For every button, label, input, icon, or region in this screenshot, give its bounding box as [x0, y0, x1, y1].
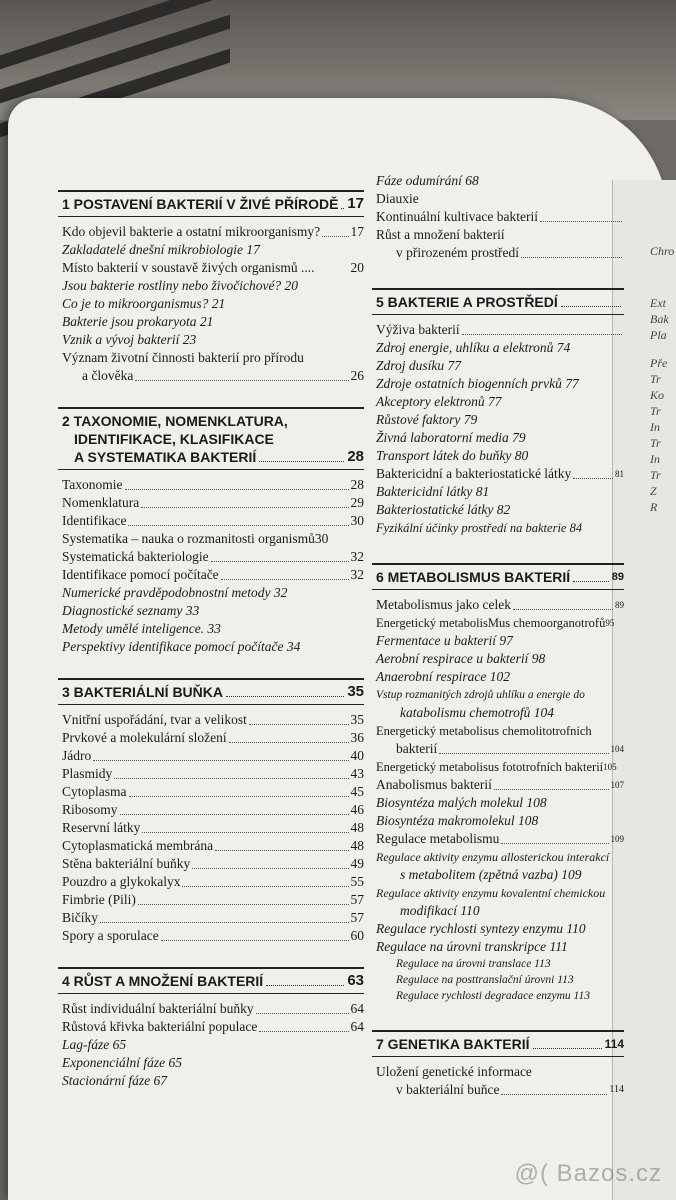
toc-subentry: Numerické pravděpodobnostní metody 32 [62, 585, 288, 600]
toc-entry: Uložení genetické informace [376, 1064, 532, 1079]
chapter-page: 35 [347, 683, 364, 700]
chapter-title: 6 METABOLISMUS BAKTERIÍ [376, 569, 571, 585]
toc-entry: Energetický metabolisMus chemoorganotrofů 95 [376, 616, 615, 630]
leader-dots [259, 461, 344, 462]
toc-subentry: Zdroj energie, uhlíku a elektronů 74 [376, 340, 571, 355]
toc-subentry: Exponenciální fáze 65 [62, 1055, 182, 1070]
toc-entry: Růst individuální bakteriální buňky 64 [62, 1001, 364, 1016]
toc-subentry: Jsou bakterie rostliny nebo živočichové? 20 [62, 278, 299, 293]
toc-entry: Růst a množení bakterií [376, 227, 505, 242]
toc-entry: Kontinuální kultivace bakterií [372, 208, 624, 226]
toc-entry: Reservní látky 48 [62, 820, 364, 835]
chapter-page: 114 [604, 1037, 624, 1051]
toc-entry: Cytoplasmatická membrána 48 [62, 838, 364, 853]
toc-subentry: Lag-fáze 65 [62, 1037, 127, 1052]
toc-entry: Nomenklatura 29 [62, 495, 364, 510]
toc-subentry: Fyzikální účinky prostředí na bakterie 84 [376, 521, 583, 535]
leader-dots [226, 696, 344, 697]
toc-entry: Pouzdro a glykokalyx 55 [62, 874, 364, 889]
toc-subentry: Biosyntéza malých molekul 108 [376, 795, 547, 810]
toc-entry: Systematika – nauka o rozmanitosti organismů 30 [62, 531, 329, 546]
toc-subentry: Metody umělé inteligence. 33 [62, 621, 221, 636]
toc-subentry: katabolismu chemotrofů 104 [400, 705, 554, 720]
leader-dots [573, 581, 609, 582]
toc-entry: Bičíky 57 [62, 910, 364, 925]
toc-subsubentry: Regulace rychlosti degradace enzymu 113 [396, 990, 590, 1002]
toc-subentry: Biosyntéza makromolekul 108 [376, 813, 539, 828]
chapter-6-heading [372, 563, 624, 590]
toc-entry: Identifikace pomocí počítače 32 [62, 567, 364, 582]
toc-subentry: s metabolitem (zpětná vazba) 109 [400, 867, 582, 882]
toc-subentry: Vznik a vývoj bakterií 23 [62, 332, 197, 347]
edge-fragment: Pla [650, 328, 667, 342]
chapter-page: 89 [611, 571, 624, 583]
toc-subentry: Růstové faktory 79 [376, 412, 478, 427]
chapter-page: 17 [347, 195, 364, 212]
edge-fragment: Z [650, 484, 657, 498]
toc-subsubentry: Regulace na úrovni translace 113 [396, 958, 551, 970]
edge-fragment: Ext [650, 296, 666, 310]
chapter-1-heading [58, 190, 364, 217]
toc-entry: Spory a sporulace 60 [62, 928, 364, 943]
leader-dots [533, 1048, 602, 1049]
toc-entry: Výživa bakterií [372, 321, 624, 339]
chapter-title-line: A SYSTEMATIKA BAKTERIÍ [74, 449, 257, 465]
toc-entry: Místo bakterií v soustavě živých organismů .... 20 [62, 260, 364, 275]
leader-dots [341, 208, 344, 209]
toc-entry: Vnitřní uspořádání, tvar a velikost 35 [62, 712, 364, 727]
edge-fragment: Tr [650, 404, 661, 418]
toc-entry: Anabolismus bakterií 107 [376, 777, 624, 792]
toc-entry: Význam životní činnosti bakterií pro přírodu [62, 350, 304, 365]
toc-entry: Diauxie [376, 191, 419, 206]
toc-entry: Fimbrie (Pili) 57 [62, 892, 364, 907]
chapter-3-heading [58, 678, 364, 705]
chapter-title: 1 POSTAVENÍ BAKTERIÍ V ŽIVÉ PŘÍRODĚ [62, 196, 339, 212]
toc-entry: Systematická bakteriologie 32 [62, 549, 364, 564]
toc-entry: bakterií 104 [396, 741, 624, 756]
toc-subentry: Akceptory elektronů 77 [376, 394, 502, 409]
toc-subentry: Regulace aktivity enzymu allosterickou interakcí [376, 850, 610, 864]
chapter-title: 5 BAKTERIE A PROSTŘEDÍ [376, 294, 558, 310]
edge-fragment: Pře [650, 356, 668, 370]
chapter-4-heading [58, 967, 364, 994]
toc-subentry: Diagnostické seznamy 33 [62, 603, 200, 618]
toc-entry: Energetický metabolisus chemolitotrofních [376, 724, 592, 738]
toc-entry: Prvkové a molekulární složení 36 [62, 730, 364, 745]
toc-entry: Baktericidní a bakteriostatické látky 81 [376, 466, 624, 481]
toc-entry: Metabolismus jako celek 89 [376, 597, 624, 612]
chapter-page: 63 [347, 972, 364, 989]
edge-fragment: Tr [650, 436, 661, 450]
toc-entry: Jádro 40 [62, 748, 364, 763]
chapter-5-heading [372, 288, 624, 315]
toc-right-column [372, 172, 624, 1099]
toc-subentry: Regulace rychlosti syntezy enzymu 110 [376, 921, 586, 936]
toc-entry: Stěna bakteriální buňky 49 [62, 856, 364, 871]
chapter-title: 7 GENETIKA BAKTERIÍ [376, 1036, 530, 1052]
toc-subentry: Fáze odumírání 68 [376, 173, 479, 188]
toc-entry: Plasmidy 43 [62, 766, 364, 781]
edge-fragment: In [650, 420, 660, 434]
toc-subentry: Zdroj dusíku 77 [376, 358, 462, 373]
chapter-title-line: IDENTIFIKACE, KLASIFIKACE [74, 431, 274, 447]
toc-subentry: Aerobní respirace u bakterií 98 [376, 651, 546, 666]
toc-subentry: modifikací 110 [400, 903, 480, 918]
toc-entry: Kdo objevil bakterie a ostatní mikroorganismy? 17 [62, 224, 364, 239]
toc-subentry: Vstup rozmanitých zdrojů uhlíku a energie do [376, 689, 585, 701]
edge-fragment: R [650, 500, 658, 514]
toc-left-column [58, 178, 364, 1090]
chapter-title: 3 BAKTERIÁLNÍ BUŇKA [62, 684, 223, 700]
toc-subentry: Bakterie jsou prokaryota 21 [62, 314, 214, 329]
edge-fragment: Chro [650, 244, 675, 258]
leader-dots [561, 306, 621, 307]
toc-entry: Identifikace 30 [62, 513, 364, 528]
toc-entry: v přirozeném prostředí [372, 244, 624, 262]
toc-subentry: Transport látek do buňky 80 [376, 448, 529, 463]
toc-subentry: Co je to mikroorganismus? 21 [62, 296, 226, 311]
chapter-title: 4 RŮST A MNOŽENÍ BAKTERIÍ [62, 973, 264, 989]
edge-fragment: Ko [650, 388, 665, 402]
edge-fragment: Tr [650, 372, 661, 386]
toc-subentry: Regulace na úrovni transkripce 111 [376, 939, 568, 954]
watermark: @( Bazos.cz [514, 1160, 662, 1187]
toc-subentry: Baktericidní látky 81 [376, 484, 490, 499]
toc-entry: Regulace metabolismu 109 [376, 831, 624, 846]
toc-subentry: Regulace aktivity enzymu kovalentní chemickou [376, 886, 606, 900]
toc-subsubentry: Regulace na posttranslační úrovni 113 [396, 974, 574, 986]
toc-subentry: Perspektivy identifikace pomocí počítače 34 [62, 639, 301, 654]
leader-dots [266, 985, 344, 986]
edge-fragment: In [650, 452, 660, 466]
toc-subentry: Anaerobní respirace 102 [376, 669, 510, 684]
chapter-7-heading [372, 1030, 624, 1057]
toc-entry: a člověka 26 [82, 368, 364, 383]
toc-subentry: Zakladatelé dnešní mikrobiologie 17 [62, 242, 260, 257]
chapter-title-line: 2 TAXONOMIE, NOMENKLATURA, [62, 413, 288, 429]
toc-entry: Cytoplasma 45 [62, 784, 364, 799]
toc-subentry: Fermentace u bakterií 97 [376, 633, 513, 648]
edge-fragment: Bak [650, 312, 669, 326]
toc-entry: v bakteriální buňce 114 [396, 1082, 624, 1097]
toc-entry: Růstová křivka bakteriální populace 64 [62, 1019, 364, 1034]
toc-entry: Energetický metabolisus fototrofních bakterií 105 [376, 760, 617, 774]
toc-subentry: Bakteriostatické látky 82 [376, 502, 511, 517]
toc-entry: Ribosomy 46 [62, 802, 364, 817]
toc-entry: Taxonomie 28 [62, 477, 364, 492]
toc-subentry: Živná laboratorní media 79 [376, 430, 526, 445]
toc-subentry: Zdroje ostatních biogenních prvků 77 [376, 376, 579, 391]
edge-fragment: Tr [650, 468, 661, 482]
chapter-page: 28 [347, 448, 364, 465]
chapter-2-heading [58, 407, 364, 470]
toc-subentry: Stacionární fáze 67 [62, 1073, 167, 1088]
